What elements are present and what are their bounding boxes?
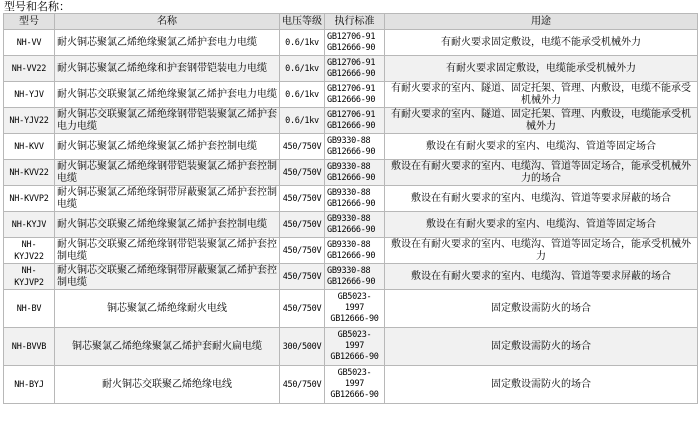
name-cell: 耐火铜芯聚氯乙烯绝缘聚氯乙烯护套控制电缆 xyxy=(55,134,280,160)
model-cell: NH- KYJVP2 xyxy=(4,264,55,290)
standard-cell: GB9330-88 GB12666-90 xyxy=(325,264,385,290)
standard-cell: GB9330-88 GB12666-90 xyxy=(325,160,385,186)
standard-cell: GB9330-88 GB12666-90 xyxy=(325,238,385,264)
voltage-cell: 0.6/1kv xyxy=(280,108,325,134)
table-row xyxy=(4,30,698,56)
name-cell: 耐火铜芯聚氯乙烯绝缘钢带铠装聚氯乙烯护套控制电缆 xyxy=(55,160,280,186)
model-cell: NH-BV xyxy=(4,290,55,328)
table-row xyxy=(4,56,698,82)
model-cell: NH-YJV22 xyxy=(4,108,55,134)
table-row xyxy=(4,290,698,328)
table-caption: 型号和名称： xyxy=(4,0,70,13)
name-cell: 耐火铜芯聚氯乙烯绝缘和护套钢带铠装电力电缆 xyxy=(55,56,280,82)
table-row xyxy=(4,328,698,366)
cable-spec-table xyxy=(3,13,698,404)
voltage-cell: 450/750V xyxy=(280,160,325,186)
table-header-row xyxy=(4,14,698,30)
model-cell: NH-BYJ xyxy=(4,366,55,404)
name-cell: 耐火铜芯交联聚氯乙烯绝缘聚氯乙烯护套电力电缆 xyxy=(55,82,280,108)
header-model: 型号 xyxy=(4,14,55,30)
header-voltage: 电压等级 xyxy=(280,14,325,30)
header-usage: 用途 xyxy=(385,14,698,30)
model-cell: NH-BVVB xyxy=(4,328,55,366)
name-cell: 铜芯聚氯乙烯绝缘耐火电线 xyxy=(55,290,280,328)
model-cell: NH-VV22 xyxy=(4,56,55,82)
model-cell: NH-KVV xyxy=(4,134,55,160)
usage-cell: 敷设在有耐火要求的室内、电缆沟、管道等要求屏蔽的场合 xyxy=(385,264,698,290)
voltage-cell: 0.6/1kv xyxy=(280,30,325,56)
model-cell: NH-KVVP2 xyxy=(4,186,55,212)
table-row xyxy=(4,134,698,160)
standard-cell: GB12706-91 GB12666-90 xyxy=(325,82,385,108)
name-cell: 耐火铜芯交联聚乙烯绝缘聚氯乙烯护套控制电缆 xyxy=(55,212,280,238)
usage-cell: 有耐火要求的室内、隧道、固定托架、管理、内敷设，电缆不能承受机械外力 xyxy=(385,82,698,108)
usage-cell: 有耐火要求固定敷设，电缆能承受机械外力 xyxy=(385,56,698,82)
voltage-cell: 0.6/1kv xyxy=(280,56,325,82)
model-cell: NH-KYJV xyxy=(4,212,55,238)
table-row xyxy=(4,366,698,404)
standard-cell: GB12706-91 GB12666-90 xyxy=(325,30,385,56)
name-cell: 耐火铜芯交联聚氯乙烯绝缘钢带铠装聚氯乙烯护套电力电缆 xyxy=(55,108,280,134)
standard-cell: GB12706-91 GB12666-90 xyxy=(325,108,385,134)
voltage-cell: 450/750V xyxy=(280,290,325,328)
voltage-cell: 450/750V xyxy=(280,264,325,290)
voltage-cell: 450/750V xyxy=(280,186,325,212)
table-row xyxy=(4,160,698,186)
table-row xyxy=(4,82,698,108)
usage-cell: 敷设在有耐火要求的室内、电缆沟、管道等要求屏蔽的场合 xyxy=(385,186,698,212)
name-cell: 耐火铜芯聚氯乙烯绝缘铜带屏蔽聚氯乙烯护套控制电缆 xyxy=(55,186,280,212)
table-row xyxy=(4,186,698,212)
usage-cell: 固定敷设需防火的场合 xyxy=(385,328,698,366)
voltage-cell: 450/750V xyxy=(280,134,325,160)
standard-cell: GB9330-88 GB12666-90 xyxy=(325,212,385,238)
standard-cell: GB5023- 1997 GB12666-90 xyxy=(325,366,385,404)
model-cell: NH-YJV xyxy=(4,82,55,108)
model-cell: NH-VV xyxy=(4,30,55,56)
usage-cell: 有耐火要求的室内、隧道、固定托架、管理、内敷设，电缆能承受机械外力 xyxy=(385,108,698,134)
usage-cell: 敷设在有耐火要求的室内、电缆沟、管道等固定场合，能承受机械外力 xyxy=(385,238,698,264)
name-cell: 耐火铜芯交联聚乙烯绝缘铜带屏蔽聚氯乙烯护套控制电缆 xyxy=(55,264,280,290)
standard-cell: GB9330-88 GB12666-90 xyxy=(325,186,385,212)
table-row xyxy=(4,238,698,264)
table-row xyxy=(4,212,698,238)
voltage-cell: 300/500V xyxy=(280,328,325,366)
standard-cell: GB5023- 1997 GB12666-90 xyxy=(325,290,385,328)
usage-cell: 有耐火要求固定敷设，电缆不能承受机械外力 xyxy=(385,30,698,56)
usage-cell: 固定敷设需防火的场合 xyxy=(385,290,698,328)
name-cell: 耐火铜芯交联聚乙烯绝缘电线 xyxy=(55,366,280,404)
name-cell: 铜芯聚氯乙烯绝缘聚氯乙烯护套耐火扁电缆 xyxy=(55,328,280,366)
voltage-cell: 0.6/1kv xyxy=(280,82,325,108)
usage-cell: 敷设在有耐火要求的室内、电缆沟、管道等固定场合 xyxy=(385,212,698,238)
standard-cell: GB9330-88 GB12666-90 xyxy=(325,134,385,160)
standard-cell: GB5023- 1997 GB12666-90 xyxy=(325,328,385,366)
name-cell: 耐火铜芯交联聚乙烯绝缘钢带铠装聚氯乙烯护套控制电缆 xyxy=(55,238,280,264)
usage-cell: 敷设在有耐火要求的室内、电缆沟、管道等固定场合 xyxy=(385,134,698,160)
table-row xyxy=(4,108,698,134)
header-standard: 执行标准 xyxy=(325,14,385,30)
usage-cell: 固定敷设需防火的场合 xyxy=(385,366,698,404)
standard-cell: GB12706-91 GB12666-90 xyxy=(325,56,385,82)
model-cell: NH- KYJV22 xyxy=(4,238,55,264)
voltage-cell: 450/750V xyxy=(280,366,325,404)
header-name: 名称 xyxy=(55,14,280,30)
name-cell: 耐火铜芯聚氯乙烯绝缘聚氯乙烯护套电力电缆 xyxy=(55,30,280,56)
usage-cell: 敷设在有耐火要求的室内、电缆沟、管道等固定场合，能承受机械外力的场合 xyxy=(385,160,698,186)
voltage-cell: 450/750V xyxy=(280,212,325,238)
table-row xyxy=(4,264,698,290)
voltage-cell: 450/750V xyxy=(280,238,325,264)
model-cell: NH-KVV22 xyxy=(4,160,55,186)
